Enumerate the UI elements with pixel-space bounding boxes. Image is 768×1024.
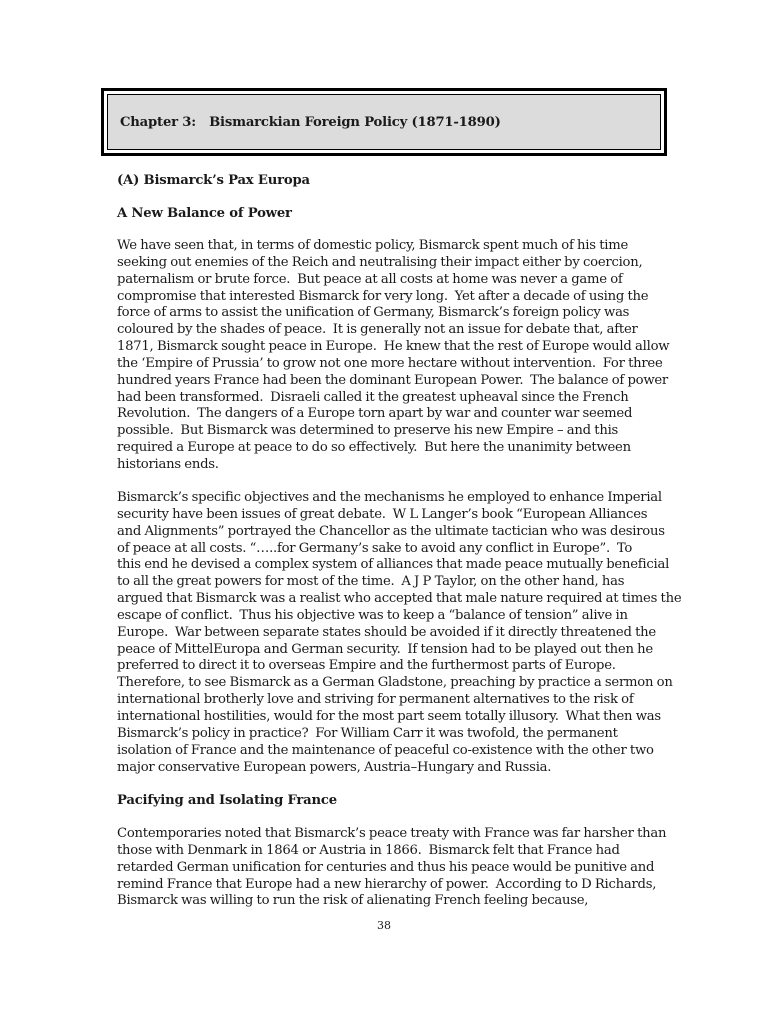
text-line: required a Europe at peace to do so effectively. But here the unanimity between [117,440,631,456]
text-line: isolation of France and the maintenance of peaceful co-existence with the other two [117,742,654,758]
paragraph-2 [117,490,682,776]
chapter-title-panel [107,94,661,150]
chapter-title: Chapter 3: Bismarckian Foreign Policy (1871-1890) [120,114,501,130]
text-line: the ‘Empire of Prussia’ to grow not one more hectare without intervention. For three [117,355,663,371]
subheading-pacifying-france: Pacifying and Isolating France [117,793,337,808]
text-line: Bismarck’s specific objectives and the mechanisms he employed to enhance Imperial [117,490,662,505]
text-line: coloured by the shades of peace. It is generally not an issue for debate that, after [117,322,638,338]
text-line: had been transformed. Disraeli called it the greatest upheaval since the French [117,389,629,405]
paragraph-1 [117,238,677,474]
text-line: to all the great powers for most of the time. A J P Taylor, on the other hand, has [117,574,625,590]
text-line: this end he devised a complex system of alliances that made peace mutually beneficial [117,557,670,573]
text-line: major conservative European powers, Austria–Hungary and Russia. [117,759,552,775]
text-line: retarded German unification for centuries and thus his peace would be punitive and [117,859,655,875]
text-line: 1871, Bismarck sought peace in Europe. He knew that the rest of Europe would allow [117,339,670,355]
text-line: Bismarck was willing to run the risk of alienating French feeling because, [117,893,589,909]
text-line: argued that Bismarck was a realist who accepted that male nature required at times the [117,591,682,607]
text-line: of peace at all costs. “…..for Germany’s sake to avoid any conflict in Europe”. To [117,540,633,556]
text-line: Contemporaries noted that Bismarck’s peace treaty with France was far harsher than [117,826,667,841]
text-line: security have been issues of great debate. W L Langer’s book “European Alliances [117,506,648,522]
text-line: seeking out enemies of the Reich and neutralising their impact either by coercion, [117,254,643,270]
text-line: international brotherly love and striving for permanent alternatives to the risk of [117,692,634,708]
text-line: paternalism or brute force. But peace at all costs at home was never a game of [117,271,623,287]
paragraph-3 [117,826,677,910]
section-heading: (A) Bismarck’s Pax Europa [117,173,310,188]
text-line: possible. But Bismarck was determined to preserve his new Empire – and this [117,423,619,439]
chapter-title-box [101,88,667,156]
text-line: escape of conflict. Thus his objective was to keep a “balance of tension” alive in [117,607,628,623]
text-line: Bismarck’s policy in practice? For William Carr it was twofold, the permanent [117,725,618,741]
text-line: Europe. War between separate states should be avoided if it directly threatened the [117,624,656,640]
text-line: historians ends. [117,456,219,472]
text-line: preferred to direct it to overseas Empire and the furthermost parts of Europe. [117,658,616,674]
text-line: Revolution. The dangers of a Europe torn apart by war and counter war seemed [117,406,633,422]
text-line: remind France that Europe had a new hierarchy of power. According to D Richards, [117,876,657,892]
page-number: 38 [377,919,391,932]
text-line: those with Denmark in 1864 or Austria in 1866. Bismarck felt that France had [117,842,620,858]
text-line: peace of MittelEuropa and German security. If tension had to be played out then he [117,641,653,657]
text-line: and Alignments” portrayed the Chancellor as the ultimate tactician who was desirous [117,523,665,539]
subheading-balance-of-power: A New Balance of Power [117,206,292,221]
text-line: force of arms to assist the unification of Germany, Bismarck’s foreign policy was [117,305,630,321]
text-line: international hostilities, would for the most part seem totally illusory. What then was [117,708,661,724]
text-line: compromise that interested Bismarck for very long. Yet after a decade of using the [117,288,649,304]
text-line: We have seen that, in terms of domestic policy, Bismarck spent much of his time [117,238,629,253]
text-line: hundred years France had been the dominant European Power. The balance of power [117,372,668,388]
text-line: Therefore, to see Bismarck as a German Gladstone, preaching by practice a sermon on [117,675,673,691]
